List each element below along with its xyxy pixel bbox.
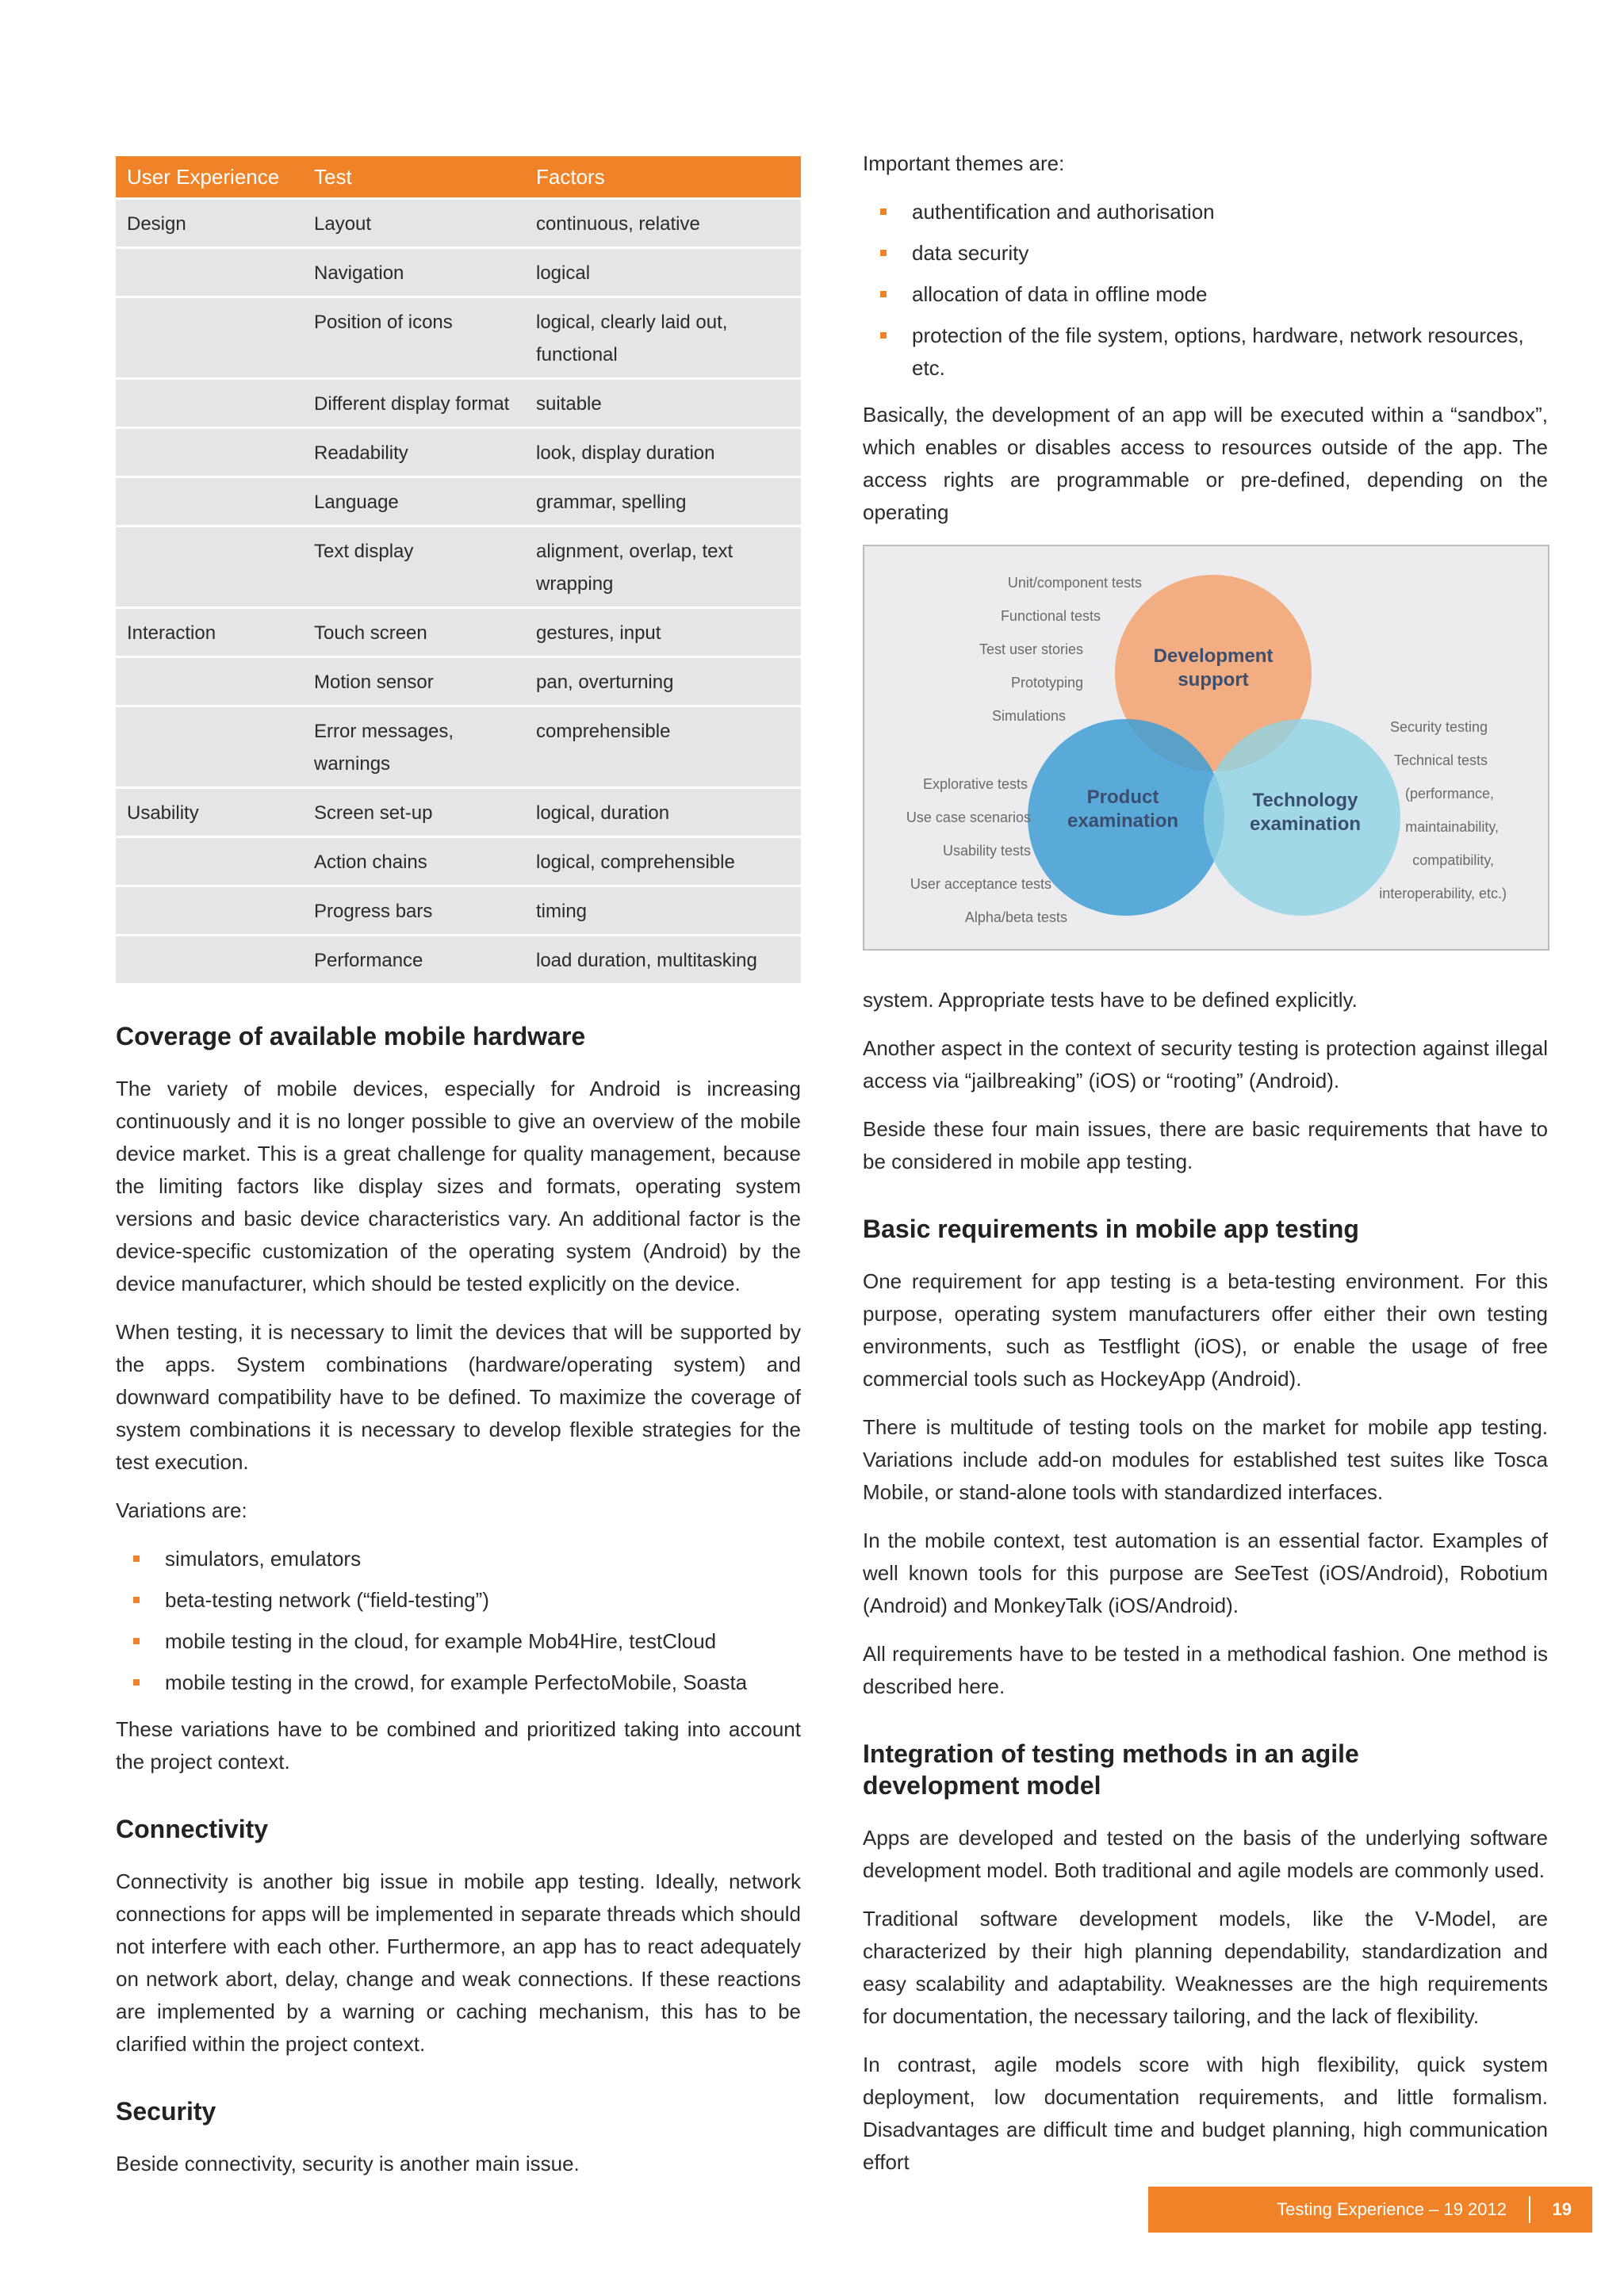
table-cell: Layout xyxy=(303,200,525,247)
dev-item: Test user stories xyxy=(979,641,1083,657)
paragraph: Variations are: xyxy=(116,1498,247,1522)
dev-item: Functional tests xyxy=(1000,608,1101,624)
table-cell: Motion sensor xyxy=(303,658,525,705)
integration-heading: Integration of testing methods in an agile development model xyxy=(863,1739,1359,1800)
themes-list xyxy=(863,196,1548,385)
table-cell: Text display xyxy=(303,527,525,607)
bullet-icon xyxy=(880,291,887,297)
table-cell xyxy=(116,527,303,607)
basic-requirements-heading: Basic requirements in mobile app testing xyxy=(863,1215,1359,1243)
paragraph: Beside connectivity, security is another main issue. xyxy=(116,2152,580,2175)
tech-title-line1: Technology xyxy=(1252,790,1358,811)
table-cell: Navigation xyxy=(303,249,525,296)
table-cell xyxy=(116,478,303,525)
table-cell: Usability xyxy=(116,789,303,836)
table-cell: load duration, multitasking xyxy=(525,936,801,983)
table-cell: Action chains xyxy=(303,838,525,885)
table-row xyxy=(116,478,801,525)
table-cell: Touch screen xyxy=(303,609,525,656)
paragraph: Traditional software development models, like the V-Model, are characterized by their high planning dependability, standardization and easy scalability and adaptability. Weaknesses are the high requirements for documentation, the necessary tailoring, and the lack of flexibility. xyxy=(863,1907,1548,2028)
table-row xyxy=(116,249,801,296)
table-cell: Error messages, warnings xyxy=(303,707,525,786)
table-row xyxy=(116,200,801,247)
table-cell: gestures, input xyxy=(525,609,801,656)
prod-title-line2: examination xyxy=(1067,810,1179,832)
table-cell xyxy=(116,838,303,885)
table-cell: logical xyxy=(525,249,801,296)
paragraph: Another aspect in the context of security testing is protection against illegal access via “jailbreaking” (iOS) or “rooting” (Android). xyxy=(863,1036,1548,1093)
tech-item: interoperability, etc.) xyxy=(1379,886,1507,901)
table-cell xyxy=(116,707,303,786)
table-cell: Readability xyxy=(303,429,525,476)
table-cell xyxy=(116,298,303,377)
table-cell: continuous, relative xyxy=(525,200,801,247)
table-cell: grammar, spelling xyxy=(525,478,801,525)
magazine-title: Testing Experience – 19 2012 xyxy=(1277,2199,1507,2219)
table-cell: alignment, overlap, text wrapping xyxy=(525,527,801,607)
table-cell xyxy=(116,380,303,427)
venn-svg xyxy=(864,546,1548,949)
right-column xyxy=(863,147,1548,2195)
connectivity-heading: Connectivity xyxy=(116,1815,269,1843)
prod-item: User acceptance tests xyxy=(910,876,1051,892)
table-cell: Position of icons xyxy=(303,298,525,377)
left-column xyxy=(116,147,801,2196)
variations-list xyxy=(116,1543,801,1699)
paragraph: The variety of mobile devices, especially for Android is increasing continuously and it is no longer possible to give an overview of the mobile device market. This is a great challenge for quality management, because the limiting factors like display sizes and formats, operating system versions and basic device characteristics vary. An additional factor is the device-specific customization of the operating system (Android) by the device manufacturer, which should be tested explicitly on the device. xyxy=(116,1077,801,1295)
prod-item: Usability tests xyxy=(942,843,1031,859)
security-heading: Security xyxy=(116,2097,216,2126)
column-header: Factors xyxy=(525,156,801,197)
list-item-text: data security xyxy=(912,241,1029,265)
footer-divider xyxy=(1529,2196,1530,2223)
list-item xyxy=(863,278,1548,311)
tech-item: Security testing xyxy=(1389,719,1488,735)
list-item-text: beta-testing network (“field-testing”) xyxy=(165,1588,489,1612)
list-item xyxy=(863,237,1548,270)
table-row xyxy=(116,658,801,705)
user-experience-table xyxy=(116,154,801,985)
table-cell: comprehensible xyxy=(525,707,801,786)
table-row xyxy=(116,887,801,934)
coverage-heading: Coverage of available mobile hardware xyxy=(116,1022,586,1050)
paragraph: Apps are developed and tested on the basis of the underlying software development model. Both traditional and agile models are commonly used. xyxy=(863,1826,1548,1882)
dev-title-line1: Development xyxy=(1153,645,1274,667)
paragraph: Basically, the development of an app will be executed within a “sandbox”, which enables or disables access to resources outside of the app. The access rights are programmable or pre-defined, depending on the operating xyxy=(863,403,1548,524)
paragraph: These variations have to be combined and prioritized taking into account the project context. xyxy=(116,1717,801,1774)
list-item-text: mobile testing in the crowd, for example PerfectoMobile, Soasta xyxy=(165,1670,748,1694)
table-cell: look, display duration xyxy=(525,429,801,476)
bullet-icon xyxy=(133,1556,140,1562)
table-cell: timing xyxy=(525,887,801,934)
table-cell xyxy=(116,887,303,934)
list-item-text: simulators, emulators xyxy=(165,1547,362,1571)
tech-title-line2: examination xyxy=(1249,813,1362,835)
list-item-text: mobile testing in the cloud, for example Mob4Hire, testCloud xyxy=(165,1629,717,1653)
paragraph: Connectivity is another big issue in mobile app testing. Ideally, network connections for apps will be implemented in separate threads which should not interfere with each other. Furthermore, an app has to react adequately on network abort, delay, change and weak connections. If these reactions are implemented by a warning or caching mechanism, this has to be clarified within the project context. xyxy=(116,1869,801,2056)
table-cell: Progress bars xyxy=(303,887,525,934)
list-item xyxy=(116,1625,801,1658)
tech-item: maintainability, xyxy=(1405,819,1499,835)
table-row xyxy=(116,707,801,786)
table-row xyxy=(116,609,801,656)
table-cell: Different display format xyxy=(303,380,525,427)
prod-title-line1: Product xyxy=(1086,786,1159,808)
table-row xyxy=(116,838,801,885)
paragraph: All requirements have to be tested in a methodical fashion. One method is described here. xyxy=(863,1642,1548,1698)
table-cell xyxy=(116,429,303,476)
tech-item: Technical tests xyxy=(1393,752,1488,768)
table-cell: logical, duration xyxy=(525,789,801,836)
dev-item: Prototyping xyxy=(1010,675,1083,691)
table-row xyxy=(116,789,801,836)
bullet-icon xyxy=(133,1679,140,1686)
table-cell: Language xyxy=(303,478,525,525)
list-item xyxy=(116,1543,801,1575)
list-item xyxy=(116,1584,801,1617)
table-cell xyxy=(116,658,303,705)
list-item-text: authentification and authorisation xyxy=(912,200,1215,224)
list-item xyxy=(863,320,1548,385)
testing-venn-diagram xyxy=(863,545,1549,951)
table-cell: Performance xyxy=(303,936,525,983)
prod-item: Use case scenarios xyxy=(906,809,1031,825)
prod-item: Explorative tests xyxy=(922,776,1028,792)
paragraph: Important themes are: xyxy=(863,151,1065,175)
table-cell: Design xyxy=(116,200,303,247)
bullet-icon xyxy=(133,1597,140,1603)
paragraph: One requirement for app testing is a beta-testing environment. For this purpose, operating system manufacturers offer either their own testing environments, such as Testflight (iOS), or enable the usage of free commercial tools such as HockeyApp (Android). xyxy=(863,1269,1548,1391)
list-item xyxy=(863,196,1548,228)
table-row xyxy=(116,298,801,377)
table-cell: logical, comprehensible xyxy=(525,838,801,885)
list-item xyxy=(116,1667,801,1699)
table-header-row xyxy=(116,156,801,197)
table-cell: pan, overturning xyxy=(525,658,801,705)
table-cell: Interaction xyxy=(116,609,303,656)
tech-item: (performance, xyxy=(1404,786,1494,802)
bullet-icon xyxy=(880,209,887,215)
list-item-text: allocation of data in offline mode xyxy=(912,282,1208,306)
table-cell: suitable xyxy=(525,380,801,427)
table-cell xyxy=(116,249,303,296)
paragraph: system. Appropriate tests have to be defined explicitly. xyxy=(863,988,1358,1012)
page-number: 19 xyxy=(1552,2199,1572,2219)
dev-item: Simulations xyxy=(991,708,1066,724)
page-footer xyxy=(1148,2187,1592,2233)
bullet-icon xyxy=(880,250,887,256)
table-cell: Screen set-up xyxy=(303,789,525,836)
dev-title-line2: support xyxy=(1178,669,1249,691)
column-header: Test xyxy=(303,156,525,197)
paragraph: When testing, it is necessary to limit the devices that will be supported by the apps. System combinations (hardware/operating system) and downward compatibility have to be defined. To maximize the coverage of system combinations it is necessary to develop flexible strategies for the test execution. xyxy=(116,1320,801,1474)
tech-item: compatibility, xyxy=(1412,852,1494,868)
list-item-text: protection of the file system, options, hardware, network resources, etc. xyxy=(912,323,1524,380)
bullet-icon xyxy=(133,1638,140,1644)
paragraph: There is multitude of testing tools on the market for mobile app testing. Variations include add-on modules for established test suites like Tosca Mobile, or stand-alone tools with standardized interfaces. xyxy=(863,1415,1548,1504)
paragraph: In the mobile context, test automation is an essential factor. Examples of well known tools for this purpose are SeeTest (iOS/Android), Robotium (Android) and MonkeyTalk (iOS/Android). xyxy=(863,1529,1548,1617)
table-cell: logical, clearly laid out, functional xyxy=(525,298,801,377)
column-header: User Experience xyxy=(116,156,303,197)
prod-item: Alpha/beta tests xyxy=(964,909,1067,925)
table-row xyxy=(116,380,801,427)
paragraph: In contrast, agile models score with high flexibility, quick system deployment, low documentation requirements, and little formalism. Disadvantages are difficult time and budget planning, high communication effort xyxy=(863,2053,1548,2174)
table-cell xyxy=(116,936,303,983)
paragraph: Beside these four main issues, there are basic requirements that have to be considered in mobile app testing. xyxy=(863,1117,1548,1173)
bullet-icon xyxy=(880,332,887,339)
table-row xyxy=(116,429,801,476)
dev-item: Unit/component tests xyxy=(1007,575,1142,591)
table-row xyxy=(116,527,801,607)
table-row xyxy=(116,936,801,983)
